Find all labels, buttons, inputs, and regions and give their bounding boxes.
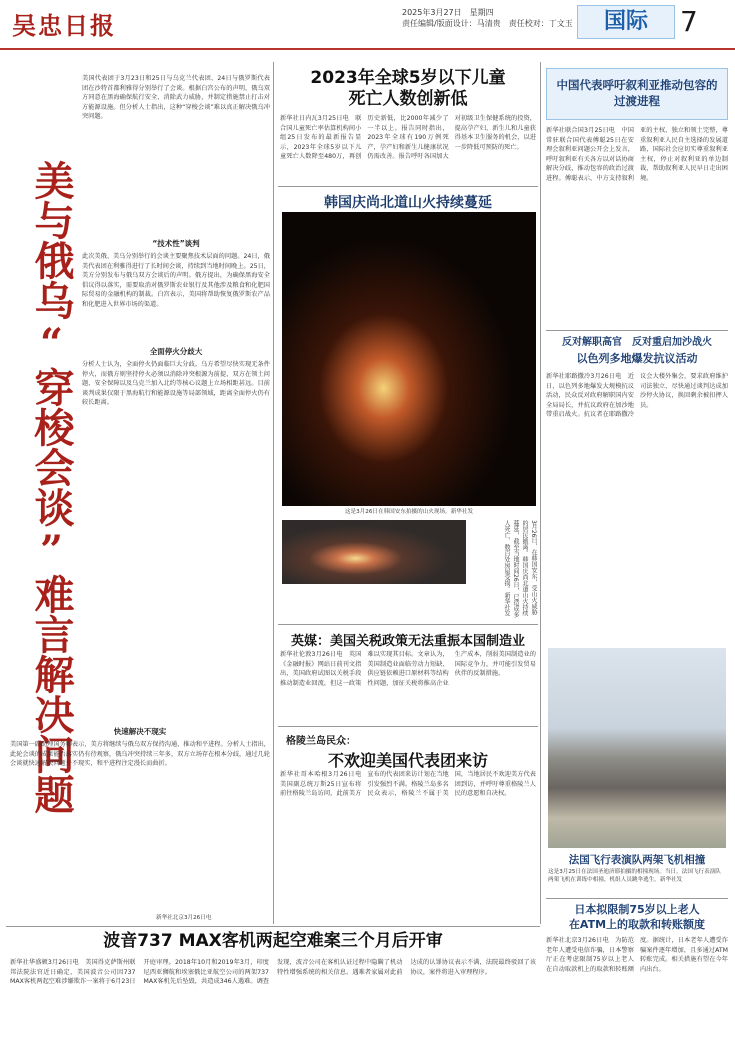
child-mortality-headline-1: 2023年全球5岁以下儿童 [310, 68, 506, 88]
atm-headline-2: 在ATM上的取款和转账额度 [568, 918, 706, 931]
lead-body-2: 分析人士认为，全面停火仍面临巨大分歧。乌方希望尽快实现无条件停火，而俄方则坚持停火必须以消除冲突根源为前提，双方在领土问题、安全保障以及乌克兰加入北约等核心议题上立场相距甚远。目前谈判成果仅限于黑海航行和能源设施等局部领域，距离全面停火仍有较长距离。 [82, 361, 270, 407]
protest-headline-1: 反对解职高官 反对重启加沙战火 [562, 337, 712, 348]
lead-byline: 新华社北京3月26日电 [156, 915, 212, 921]
jet-crash-headline: 法国飞行表演队两架飞机相撞 [568, 854, 706, 866]
syria-headline: 中国代表呼吁叙利亚推动包容的过渡进程 [556, 78, 718, 108]
lead-body-1: 此次美俄、美乌分别举行的会谈主要聚焦技术层面的问题。24日，俄美代表团在利雅得进行了长时间会谈，持续到当地时间晚上。25日，美方分别发布与俄乌双方会谈后的声明。俄方提出，为确保黑海安全倡议得以落实，需要取消对俄罗斯农业银行及其他涉及粮食和化肥国际贸易的金融机构的制裁。白宫表示，美国将帮助恢复俄罗斯农产品和化肥进入世界市场的渠道。 [82, 253, 270, 308]
divider [546, 330, 728, 331]
date-line: 2025年3月27日 星期四 [402, 8, 494, 17]
evacuation-photo [282, 520, 466, 584]
wildfire-photo-caption: 这是3月26日在韩国安东拍摄的山火现场。新华社发 [344, 509, 474, 515]
tariff-body: 新华社伦敦3月26日电 英国《金融时报》网站日前刊文指出，美国政府试图以关税手段推动制造业回流，但这一政策难以实现其目标。文章认为，美国制造业面临劳动力短缺、供应链依赖进口原材料等结构性问题，加征关税将推高企业生产成本，削弱美国制造业的国际竞争力，并可能引发贸易伙伴的反制措施。 [280, 651, 536, 687]
atm-body: 新华社北京3月26日电 为防范老年人遭受电信诈骗，日本警察厅正在考虑限制75岁以上老人在自动取款机上的取款和转账额度。据统计，日本老年人遭受诈骗案件逐年增加，且多通过ATM转账完成。相关措施有望在今年内出台。 [546, 937, 728, 973]
column-divider [273, 62, 274, 924]
wildfire-headline: 韩国庆尚北道山火持续蔓延 [324, 195, 492, 211]
lead-body-3: 美国第一副助理国务卿表示，美方将继续与俄乌双方保持沟通，推动和平进程。分析人士指出，此轮会谈的成果能否落实仍有待观察，俄乌冲突持续三年多，双方立场存在根本分歧，通过几轮会谈就快速解决问题并不现实，和平进程注定漫长而曲折。 [10, 741, 270, 768]
divider [546, 898, 728, 899]
lead-subhead-2: 全面停火分歧大 [149, 347, 203, 356]
greenland-headline: 不欢迎美国代表团来访 [327, 751, 488, 770]
lead-article [6, 68, 271, 928]
wildfire-photo [282, 212, 536, 506]
syria-body: 新华社联合国3月25日电 中国常驻联合国代表傅聪25日在安理会叙利亚问题公开会上发言，呼吁叙利亚有关各方以对话协商解决分歧，推动包容的政治过渡进程。傅聪表示，中方支持叙利亚的主权、独立和领土完整，尊重叙利亚人民自主选择的发展道路，国际社会应切实尊重叙利亚主权，停止对叙利亚的单边制裁，帮助叙利亚人民早日走出困境。 [546, 127, 728, 182]
evacuation-caption: 3月26日，在韩国安东，受山火威胁的居民撤离。韩国庆尚北道山火持续蔓延，截至当地时间26日，已造成多人死亡、数百处房屋受损。新华社发 [503, 520, 537, 618]
divider [278, 726, 538, 727]
boeing-headline: 波音737 MAX客机两起空难案三个月后开审 [103, 931, 443, 951]
page-number: 7 [680, 5, 698, 38]
section-label: 国际 [577, 5, 675, 39]
child-mortality-headline-2: 死亡人数创新低 [348, 89, 468, 109]
child-mortality-body: 新华社日内瓦3月25日电 联合国儿童死亡率估算机构间小组25日发布的最新报告显示，2023年全球5岁以下儿童死亡人数降至480万，再创历史新低，比2000年减少了一半以上。报告同时指出，2023年全球有190万例死产，孕产妇和新生儿健康状况仍需改善。报告呼吁各国加大对初级卫生保健系统的投资，提高孕产妇、新生儿和儿童获得基本卫生服务的机会，以进一步降低可预防的死亡。 [280, 115, 536, 161]
divider [6, 926, 540, 927]
divider [278, 186, 538, 187]
lead-subhead-3: 快速解决不现实 [113, 727, 167, 736]
masthead [0, 0, 735, 50]
column-divider [540, 62, 541, 924]
atm-headline-1: 日本拟限制75岁以上老人 [574, 903, 700, 916]
lead-headline: 美与俄乌“穿梭会谈”难言解决问题 [28, 160, 75, 814]
lead-subhead-1: “技术性”谈判 [152, 239, 200, 248]
tariff-headline: 英媒：美国关税政策无法重振本国制造业 [290, 634, 525, 649]
lead-intro: 美国代表团于3月23日和25日与乌克兰代表团、24日与俄罗斯代表团在沙特首都利雅得分别举行了会谈。根据白宫公布的声明，俄乌双方同意在黑海确保航行安全、消除武力威胁，并制定措施禁止打击对方能源设施。但分析人士指出，这种“穿梭会谈”难以真正解决俄乌冲突问题。 [82, 75, 270, 121]
boeing-body: 新华社华盛顿3月26日电 美国得克萨斯州联邦法院法官近日确定，美国波音公司因737 MAX客机两起空难涉嫌欺诈一案将于6月23日开庭审理。2018年10月和2019年3月，印度尼西亚狮航和埃塞俄比亚航空公司的两架737 MAX客机先后坠毁，共造成346人遇难。调查发现，波音公司在客机认证过程中隐瞒了机动特性增强系统的相关信息。遇难者家属对此前达成的认罪协议表示不满，法院最终驳回了该协议，案件将进入审理程序。 [10, 959, 536, 986]
greenland-kicker: 格陵兰岛民众： [286, 736, 356, 747]
greenland-body: 新华社哥本哈根3月26日电 美国副总统万斯25日宣布将前往格陵兰岛访问，此前美方宣布的代表团来访计划在当地引发强烈不满。格陵兰岛多名民众表示，格陵兰不属于美国，当地居民不欢迎美方代表团到访，并呼吁尊重格陵兰人民的意愿和自决权。 [280, 771, 536, 798]
newspaper-logo: 吴忠日报 [12, 11, 116, 40]
staff-line: 责任编辑/版面设计：马清贵 责任校对：丁文玉 [402, 19, 573, 28]
syria-headline-box [546, 68, 728, 120]
protest-body: 新华社耶路撒冷3月26日电 近日，以色列多地爆发大规模抗议活动，民众反对政府解职国内安全局局长，并抗议政府在加沙地带重启战火。抗议者在耶路撒冷议会大楼外集会，要求政府维护司法独立，尽快通过谈判达成加沙停火协议，换回剩余被扣押人员。 [546, 373, 728, 419]
protest-headline-2: 以色列多地爆发抗议活动 [576, 352, 698, 365]
jet-crash-photo [548, 648, 726, 848]
jet-crash-caption: 这是3月25日在法国圣迪济耶拍摄的相撞现场。当日，法国飞行表演队两架飞机在训练中相撞，机组人员跳伞逃生。新华社发 [548, 869, 721, 883]
divider [278, 624, 538, 625]
